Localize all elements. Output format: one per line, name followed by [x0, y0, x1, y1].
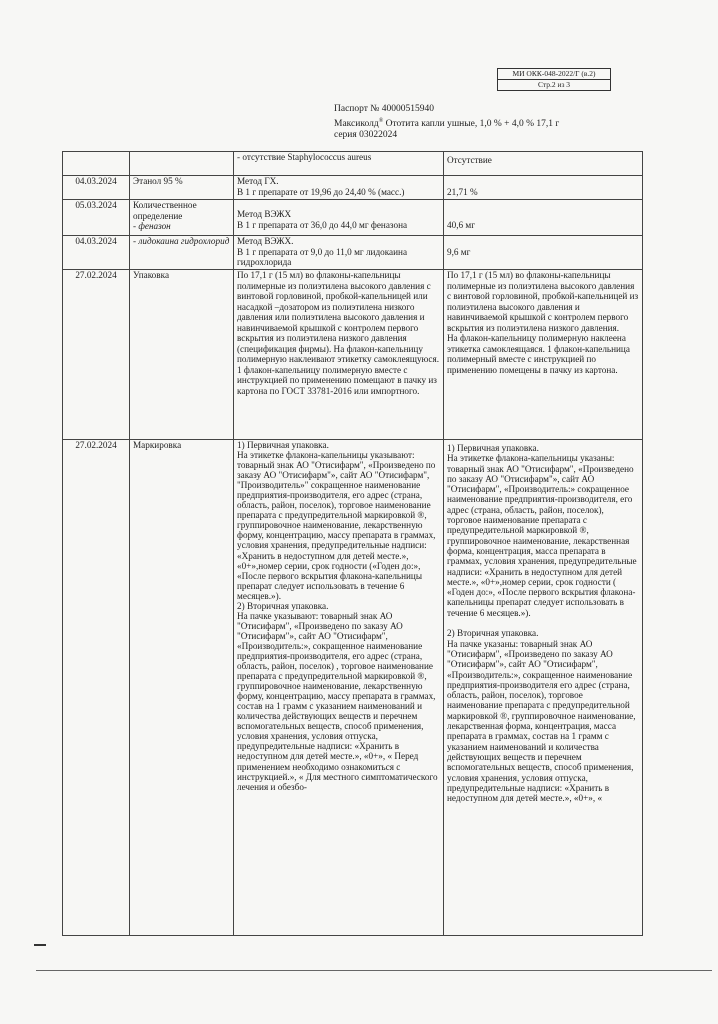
scan-mark: [34, 944, 46, 946]
test-name-cell: [130, 236, 234, 270]
test-result: По 17,1 г (15 мл) во флаконы-капельницы полимерные из полиэтилена высокого давления с винтовой горловиной, пробкой-капельницей из полиэтилена высокого давления и навинчиваемой крышкой с контролем первого вскрытия из полиэтилена низкого давления. На флакон-капельницу полимерную наклеена этикетка самоклеящаяся. 1 флакон-капельница полимерный вместе с инструкцией по применению помещены в пачку из картона.: [444, 270, 643, 440]
table-row: [63, 200, 643, 236]
test-date: 05.03.2024: [63, 200, 130, 236]
test-name: [130, 152, 234, 176]
test-specification: 1) Первичная упаковка. На этикетке флакона-капельницы указывают: товарный знак АО "Отисифарм", «Произведено по заказу АО "Отисифарм"», сайт АО "Отисифарм", "Производитель»" сокращенное наименование предприятия-производителя, его адрес (страна, область, район, поселок), торговое наименование препарата с предупредительной маркировкой ®, группировочное наименование, лекарственную форму, концентрацию, массу препарата в граммах, условия хранения, предупредительные надписи: «Хранить в недоступном для детей месте.», «0+»,номер серии, срок годности («Годен до:», «После первого вскрытия флакона-капельницы препарат следует использовать в течение 6 месяцев.»). 2) Вторичная упаковка. На пачке указывают: товарный знак АО "Отисифарм", «Произведено по заказу АО "Отисифарм"», сайт АО "Отисифарм", «Производитель:», сокращенное наименование предприятия-производителя, его адрес (страна, область, район, поселок) , торговое наименование препарата с предупредительной маркировкой ®, группировочное наименование, лекарственную форму, концентрацию, массу препарата в граммах, состав на 1 грамм с указанием наименований и количества действующих веществ и перечнем вспомогательных веществ, способ применения, условия хранения, условия отпуска, предупредительные надписи: «Хранить в недоступном для детей месте.», «0+», « Перед применением необходимо ознакомиться с инструкцией.», « Для местного симптоматического лечения и обезбо-: [234, 440, 444, 936]
test-specification: По 17,1 г (15 мл) во флаконы-капельницы полимерные из полиэтилена высокого давления с винтовой горловиной, пробкой-капельницей или насадкой –дозатором из полиэтилена низкого давления или полиэтилена высокого давления и навинчиваемой крышкой с контролем первого вскрытия из полиэтилена низкого давления (спецификация фирмы). На флакон-капельницу полимерную наклеивают этикетку самоклеящуюся. 1 флакон-капельницу полимерную вместе с инструкцией по применению помещают в пачку из картона по ГОСТ 33781-2016 или импортного.: [234, 270, 444, 440]
product-description: Ототита капли ушные, 1,0 % + 4,0 % 17,1 г: [383, 118, 560, 129]
product-title: [334, 116, 624, 131]
test-name: Маркировка: [130, 440, 234, 936]
test-specification: Метод ВЭЖХ В 1 г препарата от 36,0 до 44,0 мг феназона: [234, 200, 444, 236]
test-name: Количественное определение: [133, 200, 197, 221]
document-header: [334, 104, 624, 142]
table-row: [63, 236, 643, 270]
test-result: 21,71 %: [444, 176, 643, 200]
test-date: 04.03.2024: [63, 236, 130, 270]
table-row: [63, 270, 643, 440]
test-specification: - отсутствие Staphylococcus aureus: [234, 152, 444, 176]
table-row: [63, 176, 643, 200]
test-date: 27.02.2024: [63, 270, 130, 440]
test-date: 04.03.2024: [63, 176, 130, 200]
test-result: Отсутствие: [444, 152, 643, 176]
test-result: 40,6 мг: [444, 200, 643, 236]
test-name: Упаковка: [130, 270, 234, 440]
document-code: МИ ОКК-048-2022/Г (в.2): [498, 69, 610, 80]
test-result: 1) Первичная упаковка. На этикетке флакона-капельницы указаны: товарный знак АО "Отисифарм", «Произведено по заказу АО "Отисифарм"», сайт АО "Отисифарм", «Производитель:» сокращенное наименование предприятия-производителя, его адрес (страна, область, район, поселок), торговое наименование препарата с предупредительной маркировкой ®, группировочное наименование, лекарственная форма, концентрация, масса препарата в граммах, условия хранения, предупредительные надписи: «Хранить в недоступном для детей месте.», «0+»,номер серии, срок годности ( «Годен до:», «После первого вскрытия флакона-капельницы препарат следует использовать в течение 6 месяцев.»). 2) Вторичная упаковка. На пачке указаны: товарный знак АО "Отисифарм", «Произведено по заказу АО "Отисифарм"», сайт АО "Отисифарм", «Производитель:», сокращенное наименование предприятия-производителя его адрес (страна, область, район, поселок), торговое наименование препарата с предупредительной маркировкой ®, группировочное наименование, лекарственная форма, концентрация, масса препарата в граммах, состав на 1 грамм с указанием наименований и количества действующих веществ и перечнем вспомогательных веществ, способ применения, условия хранения, условия отпуска, предупредительные надписи: «Хранить в недоступном для детей месте.», «0+», «: [444, 440, 643, 936]
table-row: [63, 152, 643, 176]
registered-mark: ®: [378, 117, 384, 124]
quality-passport-table: [62, 151, 643, 936]
test-result: 9,6 мг: [444, 236, 643, 270]
test-name: Этанол 95 %: [130, 176, 234, 200]
passport-number: Паспорт № 40000515940: [334, 104, 434, 114]
page-counter: Стр.2 из 3: [537, 80, 571, 89]
test-component: - лидокаина гидрохлорид: [133, 236, 230, 246]
test-date: [63, 152, 130, 176]
table-row: [63, 440, 643, 936]
document-number-box: [497, 68, 611, 91]
test-specification: Метод ВЭЖХ. В 1 г препарата от 9,0 до 11,0 мг лидокаина гидрохлорида: [234, 236, 444, 270]
page-bottom-rule: [36, 970, 712, 971]
test-name-cell: [130, 200, 234, 236]
test-component: - феназон: [133, 221, 171, 232]
test-date: 27.02.2024: [63, 440, 130, 936]
test-specification: Метод ГХ. В 1 г препарате от 19,96 до 24,40 % (масс.): [234, 176, 444, 200]
series-number: серия 03022024: [334, 130, 398, 141]
product-name: Максиколд: [334, 118, 379, 129]
